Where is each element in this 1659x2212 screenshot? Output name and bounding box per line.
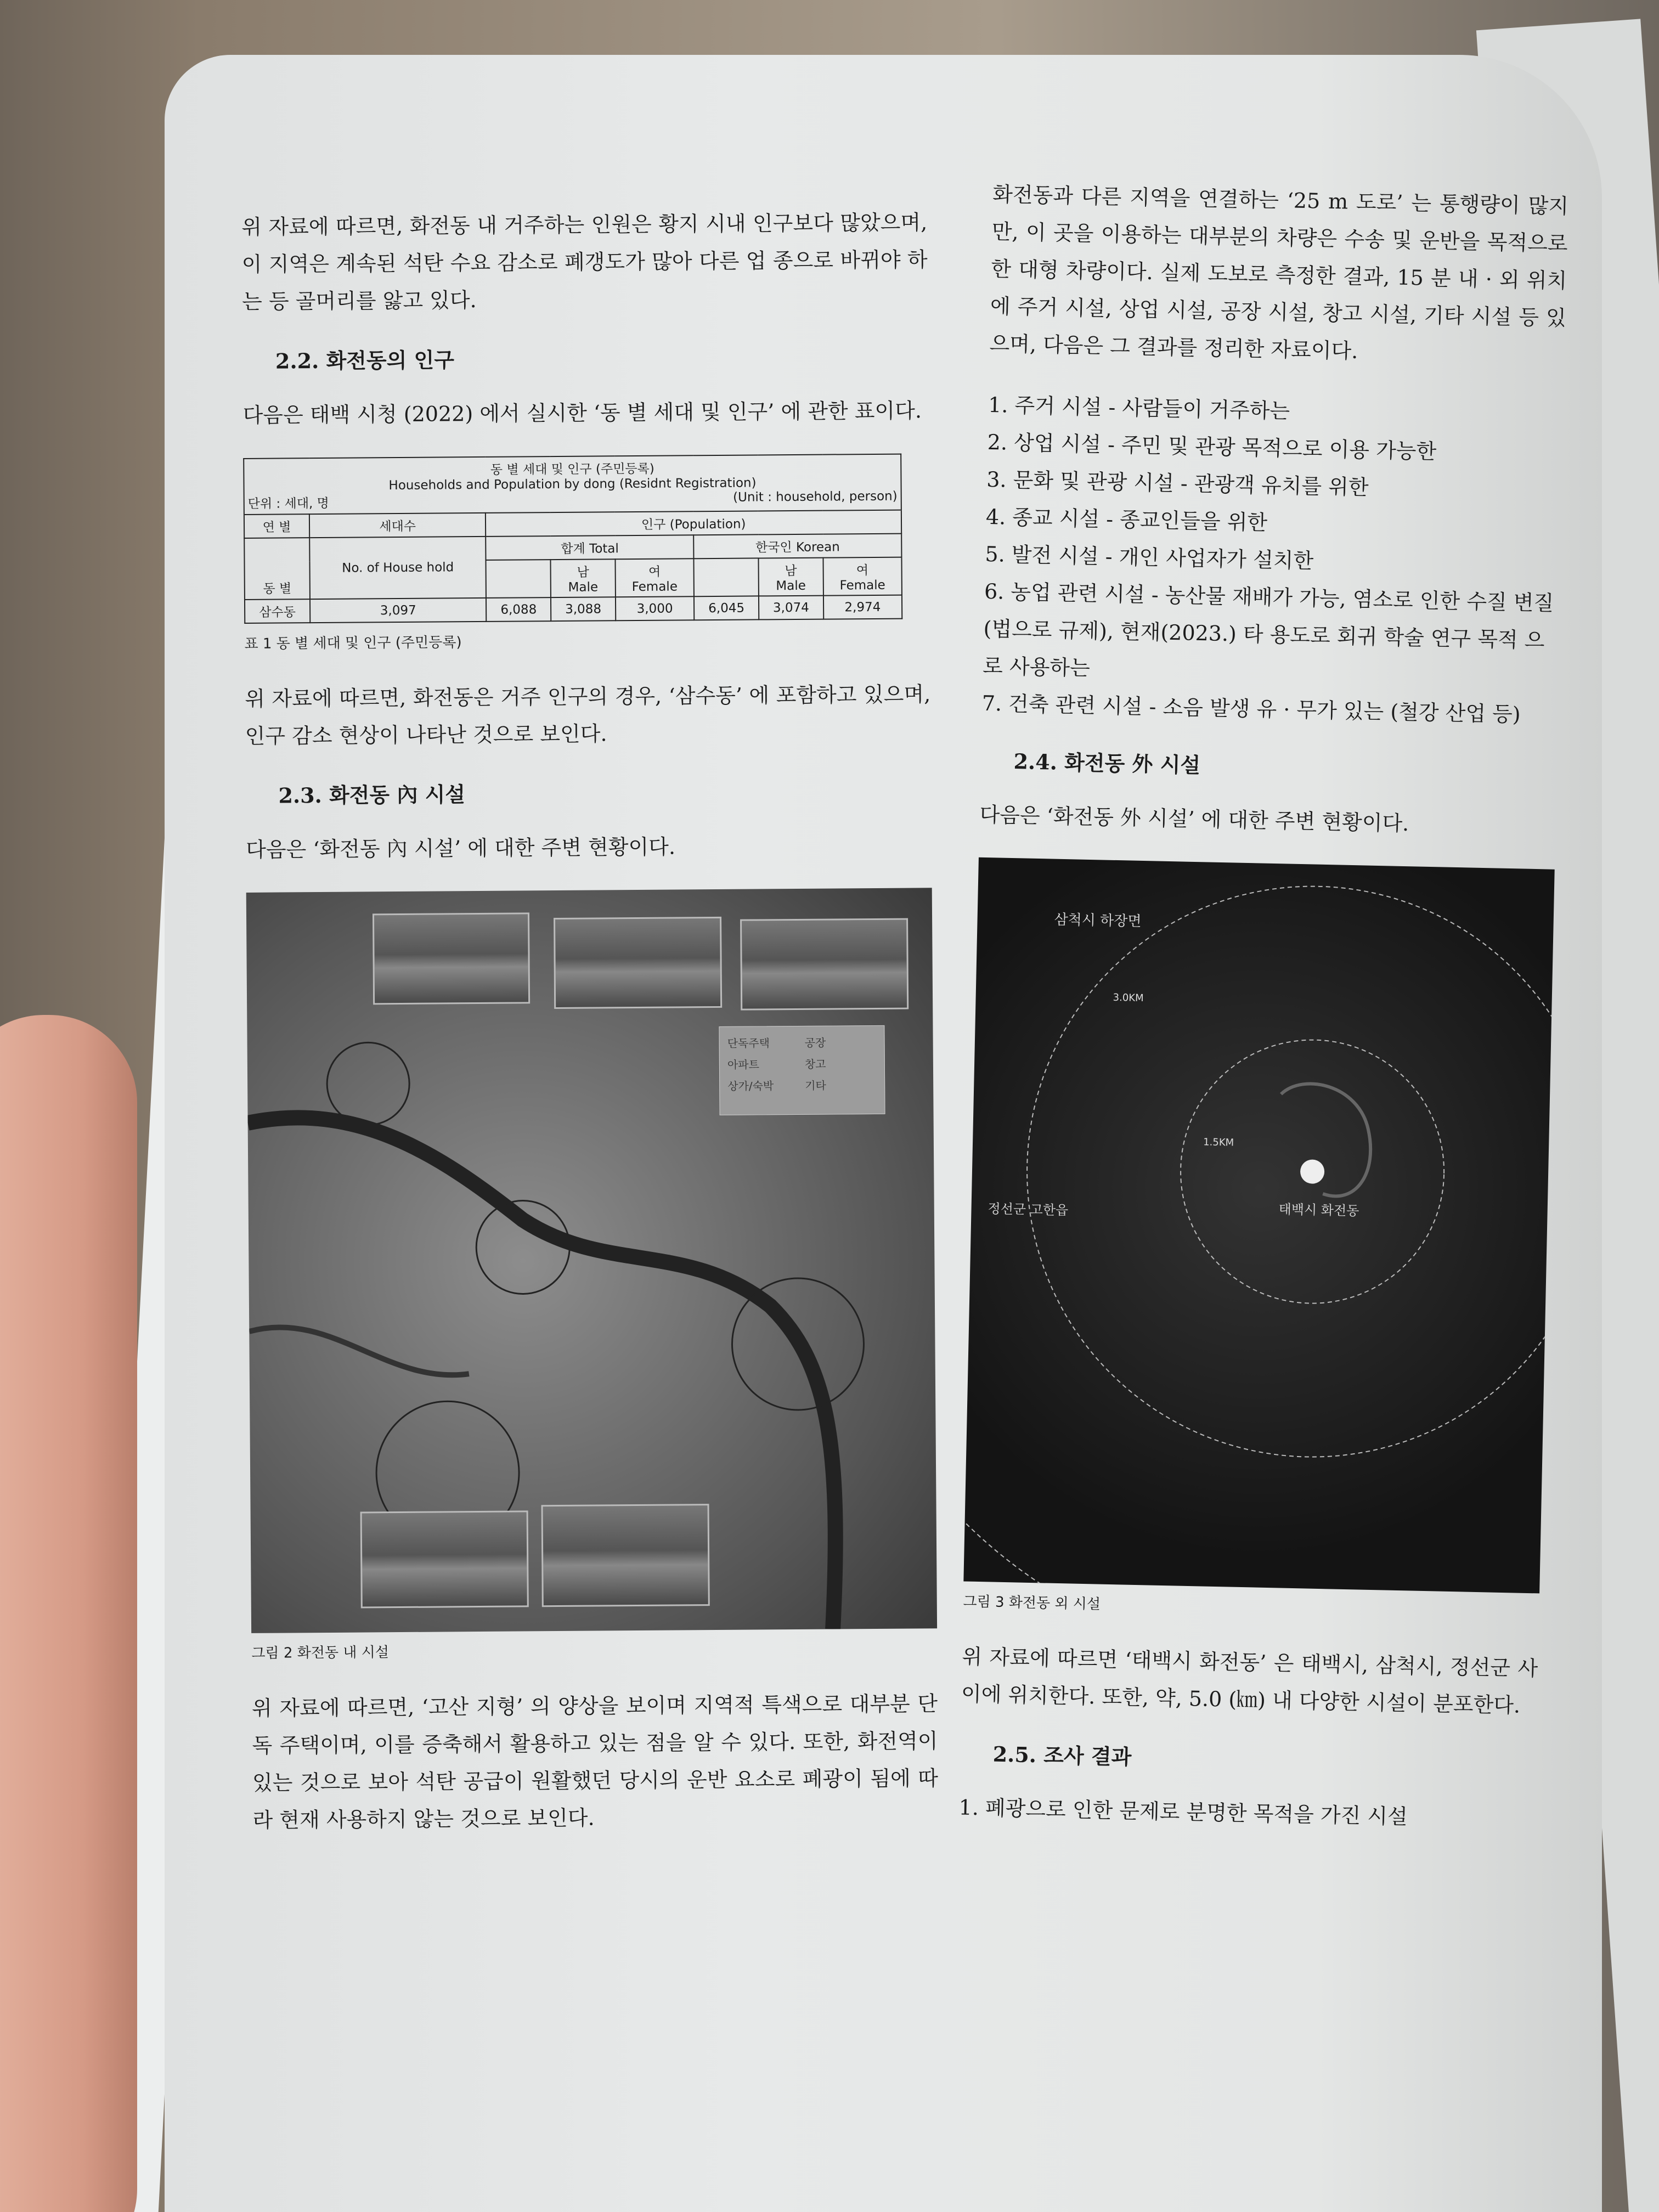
cell-total-female: 3,000 (616, 596, 695, 620)
hand (0, 1015, 137, 2212)
header-dong: 동 별 (244, 538, 310, 600)
figure-3-caption: 그림 3 화전동 외 시설 (963, 1593, 1101, 1613)
legend-item: 아파트 (727, 1058, 759, 1071)
map-rings (963, 857, 1554, 1594)
table-caption: 표 1 동 별 세대 및 인구 (주민등록) (244, 634, 462, 652)
facility-list (981, 386, 1565, 734)
cell-korean: 6,045 (694, 596, 759, 620)
cell-dong: 삼수동 (245, 599, 310, 623)
figure-2-map (246, 888, 937, 1633)
paragraph: 위 자료에 따르면, ‘고산 지형’ 의 양상을 보이며 지역적 특색으로 대부분 단독 주택이며, 이를 증축해서 활용하고 있는 점을 알 수 있다. 또한, 화전역이 있는 것으로 보아 석탄 공급이 원활했던 당시의 운반 요소로 폐광이 됨에 따라 현재 사용하지 않는 것으로 보인다. (251, 1691, 939, 1832)
section-heading: 2.4. 화전동 外 시설 (1013, 749, 1201, 778)
label-radius: 1.5KM (1203, 1136, 1234, 1149)
population-table (243, 454, 902, 624)
map-legend (719, 1025, 885, 1115)
label-radius: 3.0KM (1113, 991, 1144, 1005)
label-samcheok: 삼척시 하장면 (1054, 911, 1142, 930)
figure-3-map (963, 857, 1554, 1594)
cell-korean-female: 2,974 (823, 595, 902, 619)
site-photo (541, 1504, 710, 1607)
cell-total: 6,088 (486, 597, 551, 622)
paragraph: 위 자료에 따르면, 화전동은 거주 인구의 경우, ‘삼수동’ 에 포함하고 있으며, 인구 감소 현상이 나타난 것으로 보인다. (245, 682, 931, 748)
header-households-en: No. of House hold (309, 537, 486, 599)
legend-item: 단독주택 (727, 1036, 770, 1050)
site-photo (554, 917, 722, 1009)
figure-2-caption: 그림 2 화전동 내 시설 (251, 1644, 390, 1662)
header-korean-female: 여 Female (823, 557, 902, 596)
paragraph: 다음은 태백 시청 (2022) 에서 실시한 ‘동 별 세대 및 인구’ 에 관한 표이다. (242, 398, 922, 427)
header-population: 인구 (Population) (486, 510, 901, 537)
header-male: 남 Male (551, 559, 616, 597)
header-households: 세대수 (309, 513, 486, 538)
legend-item: 창고 (804, 1057, 826, 1071)
legend-item: 기타 (805, 1079, 826, 1092)
site-photo (360, 1510, 529, 1608)
paragraph: 위 자료에 따르면, 화전동 내 거주하는 인원은 황지 시내 인구보다 많았으며, 이 지역은 계속된 석탄 수요 감소로 폐갱도가 많아 다른 업 종으로 바뀌야 하는 등 골머리를 앓고 있다. (241, 210, 928, 314)
list-item: 6. 농업 관련 시설 - 농산물 재배가 가능, 염소로 인한 수질 변질 (법으로 규제), 현재(2023.) 타 용도로 회귀 학술 연구 목적 으로 사용하는 (982, 579, 1554, 680)
paragraph: 1. 폐광으로 인한 문제로 분명한 목적을 가진 시설 (958, 1795, 1408, 1829)
site-photo (740, 918, 909, 1011)
list-item: 2. 상업 시설 - 주민 및 관광 목적으로 이용 가능한 (987, 430, 1437, 464)
paragraph: 다음은 ‘화전동 內 시설’ 에 대한 주변 현황이다. (246, 834, 676, 862)
header-total-all (486, 560, 551, 598)
list-item: 3. 문화 및 관광 시설 - 관광객 유치를 위한 (986, 467, 1369, 500)
header-korean-male: 남 Male (758, 558, 823, 596)
label-jeongseon: 정선군 고한읍 (988, 1201, 1069, 1218)
table-unit-ko: 단위 : 세대, 명 (247, 496, 329, 511)
table-title-ko: 동 별 세대 및 인구 (주민등록) (490, 461, 654, 477)
section-heading: 2.2. 화전동의 인구 (275, 347, 455, 374)
list-item: 1. 주거 시설 - 사람들이 거주하는 (988, 392, 1290, 424)
list-item: 7. 건축 관련 시설 - 소음 발생 유 · 무가 있는 (철강 산업 등) (981, 691, 1521, 727)
left-column (241, 204, 939, 1863)
header-total: 합계 Total (486, 535, 694, 560)
cell-korean-male: 3,074 (759, 596, 823, 620)
header-year: 연 별 (244, 514, 309, 538)
cell-total-male: 3,088 (551, 597, 616, 621)
paragraph: 화전동과 다른 지역을 연결하는 ‘25 m 도로’ 는 통행량이 많지만, 이 곳을 이용하는 대부분의 차량은 수송 및 운반을 목적으로 한 대형 차량이다. 실제 도보로 측정한 결과, 15 분 내 · 외 위치에 주거 시설, 상업 시설, 공장 시설, 창고 시설, 기타 시설 등 있으며, 다음은 그 결과를 정리한 자료이다. (989, 182, 1569, 363)
section-heading: 2.3. 화전동 內 시설 (278, 782, 466, 808)
table-row (245, 595, 902, 623)
label-taebaek: 태백시 화전동 (1278, 1201, 1359, 1219)
cell-households: 3,097 (310, 598, 487, 623)
right-column (958, 176, 1569, 1862)
list-item: 4. 종교 시설 - 종교인들을 위한 (985, 504, 1268, 535)
table-unit-en: (Unit : household, person) (732, 489, 898, 505)
header-korean-all (694, 558, 759, 596)
table-title-en: Households and Population by dong (Residnt Registration) (388, 476, 757, 493)
header-female: 여 Female (615, 558, 694, 597)
paragraph: 위 자료에 따르면 ‘태백시 화전동’ 은 태백시, 삼척시, 정선군 사이에 위치한다. 또한, 약, 5.0 (㎞) 내 다양한 시설이 분포한다. (961, 1644, 1538, 1718)
site-photo (373, 912, 530, 1005)
legend-item: 상가/숙박 (727, 1079, 774, 1093)
list-item: 5. 발전 시설 - 개인 사업자가 설치한 (985, 541, 1314, 573)
paragraph: 다음은 ‘화전동 外 시설’ 에 대한 주변 현황이다. (979, 802, 1409, 836)
section-heading: 2.5. 조사 결과 (992, 1741, 1132, 1769)
legend-item: 공장 (804, 1036, 826, 1049)
header-korean: 한국인 Korean (693, 534, 901, 559)
